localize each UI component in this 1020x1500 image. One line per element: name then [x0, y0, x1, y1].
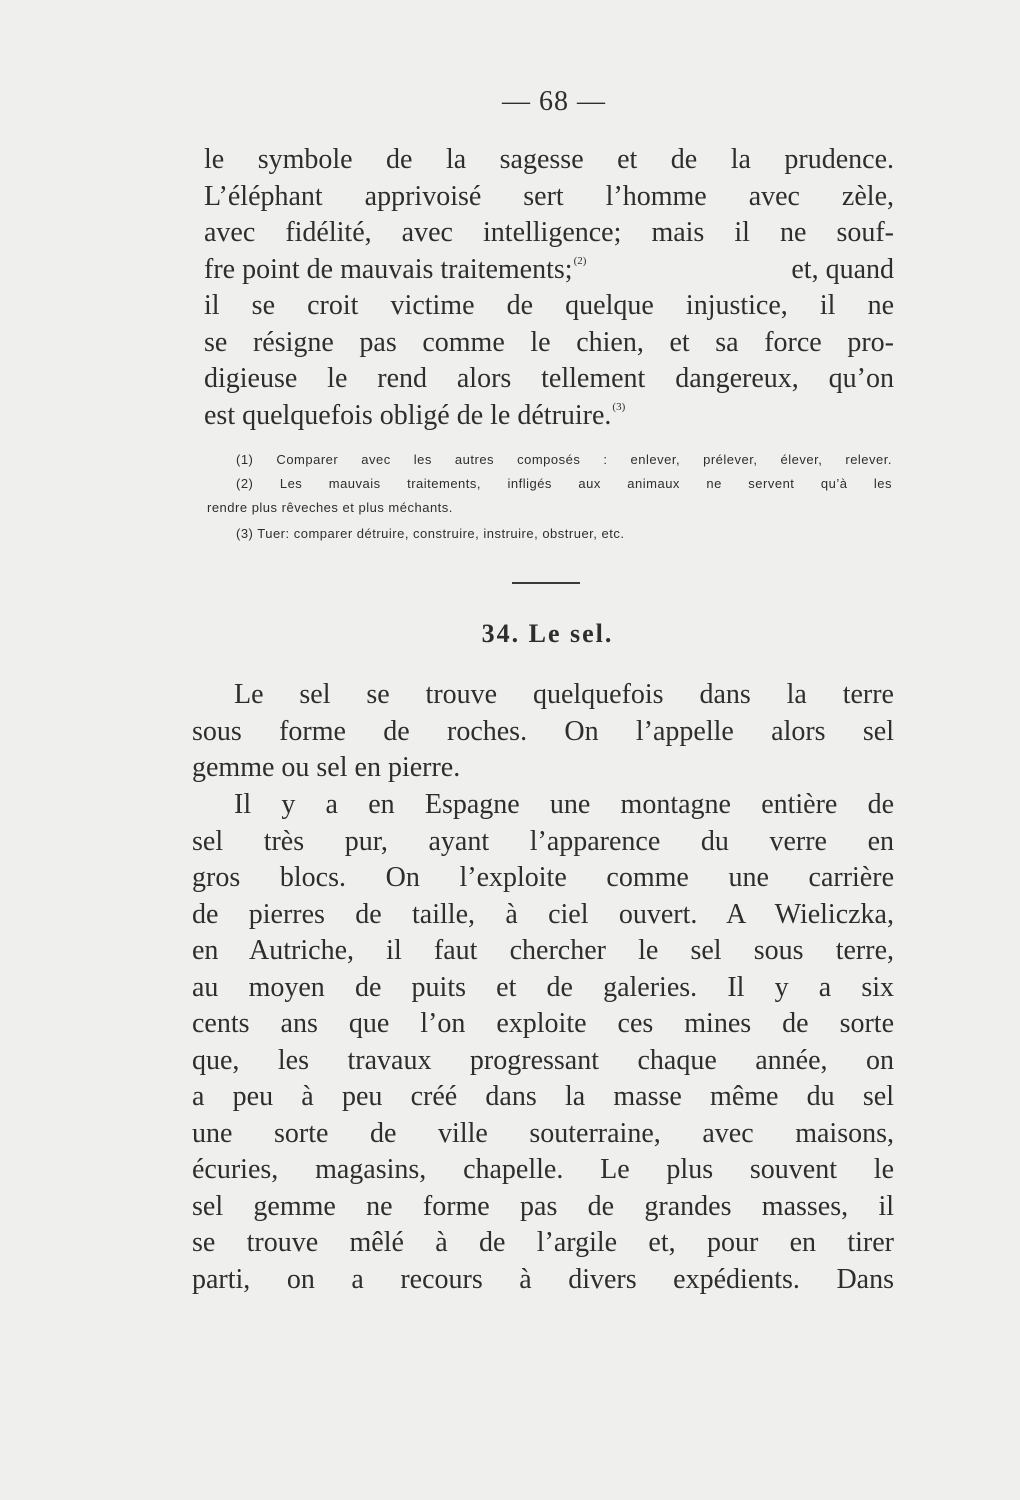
text-line — [204, 402, 894, 430]
section-heading — [0, 619, 1020, 649]
text-line: sel très pur, ayant l’apparence du verre en — [192, 826, 894, 857]
text-line: digieuse le rend alors tellement dangereux, qu’on — [204, 363, 894, 394]
text-line: cents ans que l’on exploite ces mines de sorte — [192, 1008, 894, 1039]
text-fragment: fre point de mauvais traitements; — [204, 254, 573, 285]
footnote-1: (1) Comparer avec les autres composés : enlever, prélever, élever, relever. — [236, 452, 892, 467]
text-line: sous forme de roches. On l’appelle alors sel — [192, 716, 894, 747]
text-line: gemme ou sel en pierre. — [192, 752, 461, 783]
text-fragment: et, quand — [791, 254, 894, 285]
text-line: de pierres de taille, à ciel ouvert. A Wieliczka, — [192, 899, 894, 930]
text-fragment: est quelquefois obligé de le détruire. — [204, 400, 612, 431]
section-number: 34. — [481, 619, 521, 648]
text-line: le symbole de la sagesse et de la prudence. — [204, 144, 894, 175]
footnote-ref-3: (3) — [612, 401, 626, 413]
text-line: Le sel se trouve quelquefois dans la terre — [234, 679, 894, 710]
text-line: avec fidélité, avec intelligence; mais il ne souf- — [204, 217, 894, 248]
text-line: Il y a en Espagne une montagne entière de — [234, 789, 894, 820]
text-line: que, les travaux progressant chaque année, on — [192, 1045, 894, 1076]
footnote-2-continued: rendre plus rêveches et plus méchants. — [207, 500, 453, 515]
footnote-ref-2: (2) — [573, 255, 587, 267]
text-line: il se croit victime de quelque injustice, il ne — [204, 290, 894, 321]
footnote-2: (2) Les mauvais traitements, infligés aux animaux ne servent qu’à les — [236, 476, 892, 491]
text-line: a peu à peu créé dans la masse même du sel — [192, 1081, 894, 1112]
text-line: une sorte de ville souterraine, avec maisons, — [192, 1118, 894, 1149]
text-line: L’éléphant apprivoisé sert l’homme avec zèle, — [204, 181, 894, 212]
text-line: se résigne pas comme le chien, et sa force pro- — [204, 327, 894, 358]
text-line: gros blocs. On l’exploite comme une carrière — [192, 862, 894, 893]
text-line: sel gemme ne forme pas de grandes masses, il — [192, 1191, 894, 1222]
section-divider — [512, 582, 580, 584]
text-line: écuries, magasins, chapelle. Le plus souvent le — [192, 1154, 894, 1185]
page-number: — 68 — — [502, 86, 606, 117]
text-line: en Autriche, il faut chercher le sel sous terre, — [192, 935, 894, 966]
text-line — [204, 256, 894, 284]
footnote-3: (3) Tuer: comparer détruire, construire, instruire, obstruer, etc. — [236, 526, 625, 541]
text-line: se trouve mêlé à de l’argile et, pour en tirer — [192, 1227, 894, 1258]
text-line: au moyen de puits et de galeries. Il y a six — [192, 972, 894, 1003]
section-title: Le sel. — [528, 619, 614, 648]
text-line: parti, on a recours à divers expédients. Dans — [192, 1264, 894, 1295]
